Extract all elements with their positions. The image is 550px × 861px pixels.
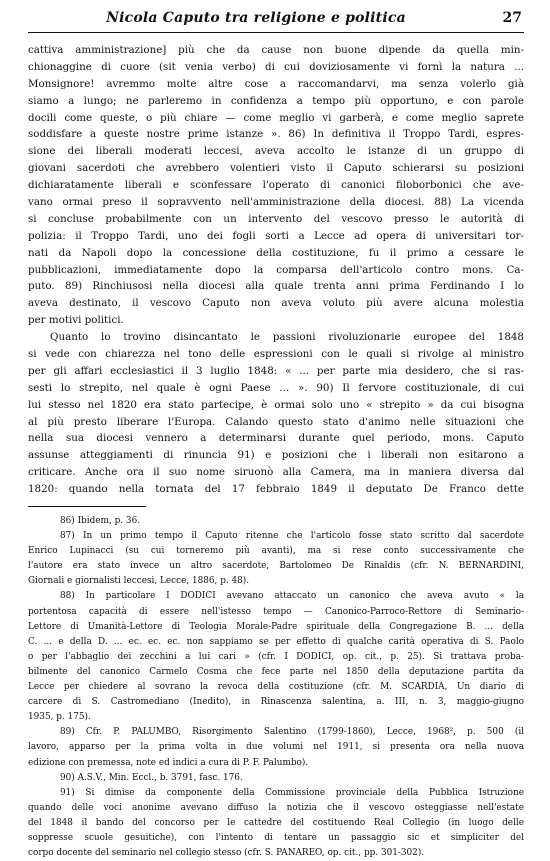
footnote-line: 87) In un primo tempo il Caputo ritenne che l'articolo fosse stato scritto dal sacerdote bbox=[60, 531, 524, 542]
footnote-line: 86) Ibidem, p. 36. bbox=[60, 516, 141, 526]
footnote-line: Lecce per chiedere al sovrano la revoca della costituzione (cfr. M. SCARDIA, Un diario di bbox=[28, 682, 524, 693]
footnote-line: 88) In particolare I DODICI avevano attaccato un canonico che aveva avuto « la bbox=[60, 591, 524, 602]
body-line: nella sua diocesi vennero a determinarsi durante quel periodo, mons. Caputo bbox=[28, 432, 524, 445]
body-line: criticare. Anche ora il suo nome siruonò alla Camera, ma in maniera diversa dal bbox=[28, 466, 524, 479]
footnote-line: quando delle voci anonime avevano diffuso la notizia che il vescovo osteggiasse nell'estate bbox=[28, 802, 524, 813]
running-head: Nicola Caputo tra religione e politica bbox=[106, 10, 406, 26]
footnotes bbox=[28, 514, 524, 861]
body-line: chionaggine di cuore (sit venia verbo) di cui doviziosamente vi fornì la natura ... bbox=[28, 60, 524, 73]
footnote-line: del 1848 il bando del concorso per le cattedre del costituendo Real Collegio (in luogo delle bbox=[28, 817, 524, 828]
body-line: cattiva amministrazione] più che da cause non buone dipende da quella min- bbox=[28, 44, 524, 56]
footnote-line: portentosa capacità di essere nell'istesso tempo — Canonico-Parroco-Rettore di Seminario- bbox=[28, 606, 524, 617]
body-line: giovani sacerdoti che avrebbero volentieri visto il Caputo schierarsi su posizioni bbox=[28, 162, 524, 175]
body-line: dichiaratamente liberali e sconfessare l'operato di canonici filoborbonici che ave- bbox=[28, 179, 524, 192]
footnote-line: soppresse scuole gesuitiche), con l'intento di tentare un passaggio sic et simpliciter del bbox=[28, 832, 524, 843]
body-line: si concluse probabilmente con un intervento del vescovo presso le autorità di bbox=[28, 212, 524, 225]
footnote-line: edizione con premessa, note ed indici a cura di P. F. Palumbo). bbox=[28, 757, 309, 768]
page-header bbox=[28, 6, 524, 33]
body-line: puto. 89) Rinchiusosi nella diocesi alla quale trenta anni prima Ferdinando I lo bbox=[28, 280, 524, 293]
body-line: docili come queste, o più chiare — come meglio vi garberà, e come meglio saprete bbox=[28, 111, 524, 124]
footnote-line: o per l'abbaglio dei zecchini a lui cari » (cfr. I DODICI, op. cit., p. 25). Si trattava proba- bbox=[28, 651, 524, 662]
body-line: 1820: quando nella tornata del 17 febbraio 1849 il deputato De Franco dette bbox=[28, 483, 524, 496]
body-line: Quanto lo trovino disincantato le passioni rivoluzionarie europee del 1848 bbox=[50, 331, 524, 344]
footnote-line: Lettore di Umanità-Lettore di Teologia Morale-Padre spirituale della Congregazione B. ... della bbox=[28, 621, 524, 632]
body-line: vano ormai preso il sopravvento nell'amministrazione della diocesi. 88) La vicenda bbox=[28, 196, 524, 209]
footnote-line: carcere di S. Castromediano (Inedito), in Rinascenza salentina, a. III, n. 3, maggio-giugno bbox=[28, 697, 524, 708]
body-line: soddisfare a queste nostre prime istanze ». 86) In definitiva il Troppo Tardi, espres- bbox=[28, 128, 524, 141]
footnote-separator bbox=[28, 506, 146, 507]
footnote-line: C. ... e della D. ... ec. ec. ec. non sappiamo se per effetto di qualche carità operativa di S. Paolo bbox=[28, 636, 524, 647]
footnote-line: Giornali e giornalisti leccesi, Lecce, 1886, p. 48). bbox=[28, 576, 250, 587]
body-line: sione dei liberali moderati leccesi, aveva accolto le istanze di un gruppo di bbox=[28, 145, 524, 158]
footnote-line: l'autore era stato invece un altro sacerdote, Bartolomeo De Rinaldis (cfr. N. BERNARDINI, bbox=[28, 561, 524, 572]
footnote-line: 90) A.S.V., Min. Eccl., b. 3791, fasc. 176. bbox=[60, 772, 243, 783]
footnote-line: Enrico Lupinacci (su cui torneremo più avanti), ma si rese conto successivamente che bbox=[28, 546, 524, 557]
body-line: siamo a lungo; ne parleremo in confidenza a tempo più opportuno, e con parole bbox=[28, 94, 524, 107]
body-line: si vede con chiarezza nel tono delle espressioni con le quali si rivolge al ministro bbox=[28, 348, 524, 361]
body-line: sesti lo strepito, nel quale è ogni Paese ... ». 90) Il fervore costituzionale, di cui bbox=[28, 381, 524, 394]
body-line: Monsignore! avremmo molte altre cose a raccomandarvi, ma senza volerlo già bbox=[28, 77, 524, 90]
footnote-line: lavoro, apparso per la prima volta in due volumi nel 1911, si presenta ora nella nuova bbox=[28, 742, 524, 753]
body-line: pubblicazioni, immediatamente dopo la comparsa dell'articolo contro mons. Ca- bbox=[28, 263, 524, 276]
footnote-line: corpo docente del seminario nel collegio stesso (cfr. S. PANAREO, op. cit., pp. 301-302). bbox=[28, 848, 425, 859]
body-line: assunse atteggiamenti di rinuncia 91) e posizioni che i liberali non esitarono a bbox=[28, 449, 524, 462]
page-number: 27 bbox=[502, 10, 522, 26]
body-text bbox=[28, 42, 524, 498]
body-line: lui stesso nel 1820 era stato partecipe, è ormai solo uno « strepito » da cui bisogna bbox=[28, 398, 524, 411]
body-line: aveva destinato, il vescovo Caputo non aveva voluto più avere alcuna molestia bbox=[28, 297, 524, 310]
footnote-line: 1935, p. 175). bbox=[28, 712, 91, 723]
footnote-line: 91) Si dimise da componente della Commissione provinciale della Pubblica Istruzione bbox=[60, 787, 524, 798]
body-line: polizia: il Troppo Tardi, uno dei fogli sorti a Lecce ad opera di universitari tor- bbox=[28, 229, 524, 242]
body-line: per motivi politici. bbox=[28, 314, 124, 327]
body-line: per gli affari ecclesiastici il 3 luglio 1848: « ... per parte mia desidero, che si ras- bbox=[28, 364, 524, 377]
body-line: al più presto liberare l'Europa. Calando questo stato d'animo nelle situazioni che bbox=[28, 415, 524, 428]
body-line: nati da Napoli dopo la concessione della costituzione, fu il primo a cessare le bbox=[28, 246, 524, 259]
footnote-line: 89) Cfr. P. PALUMBO, Risorgimento Salentino (1799-1860), Lecce, 1968², p. 500 (il bbox=[60, 727, 524, 738]
footnote-line: bilmente del canonico Carmelo Cosma che fece parte nel 1850 della deputazione partita da bbox=[28, 666, 524, 677]
